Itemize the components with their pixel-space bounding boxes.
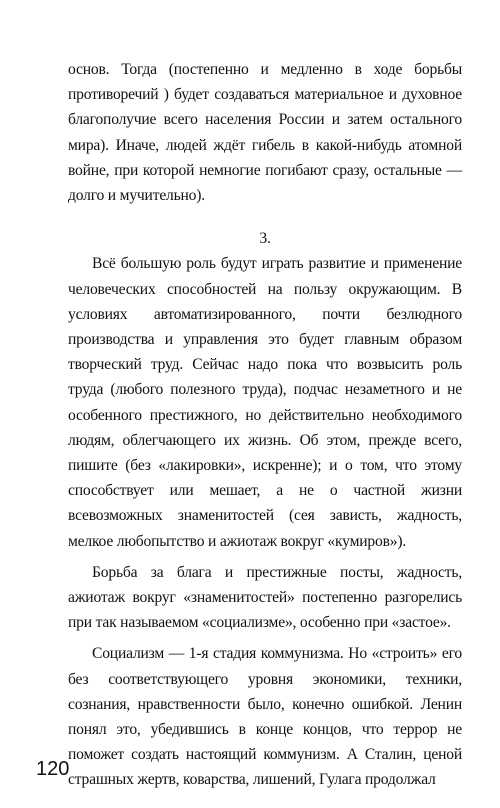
section-number: 3. (259, 230, 271, 248)
page-body (68, 57, 462, 793)
paragraph: Всё большую роль будут играть развитие и применение человеческих способностей на пользу окружающим. В условиях автоматизированного, почти безлюдного производства и управления это будет главным образом творческий труд. Сейчас надо пока что возвысить роль труда (любого полезного труда), подчас незаметного и не особенного престижного, но действительно необходимого людям, облегчающего их жизнь. Об этом, прежде всего, пишите (без «лакировки», искренне); и о том, что этому способствует или мешает, а не о частной жизни всевозможных знаменитостей (сея зависть, жадность, мелкое любопытство и ажиотаж вокруг «кумиров»). (68, 255, 462, 550)
page-number: 120 (36, 758, 70, 780)
paragraph: Борьба за блага и престижные посты, жадность, ажиотаж вокруг «знаменитостей» постепенно разгорелись при так называемом «социализме», особенно при «застое». (68, 563, 462, 632)
paragraph-continued: основ. Тогда (постепенно и медленно в ходе борьбы противоречий ) будет создаваться материальное и духовное благополучие всего населения России и затем остального мира). Иначе, людей ждёт гибель в какой-нибудь атомной войне, при которой немногие погибают сразу, остальные — долго и мучительно). (68, 61, 462, 205)
paragraph: Социализм — 1-я стадия коммунизма. Но «строить» его без соответствующего уровня экономики, техники, сознания, нравственности было, конечно ошибкой. Ленин понял это, убедившись в конце концов, что террор не поможет создать настоящий коммунизм. А Сталин, ценой страшных жертв, коварства, лишений, Гулага продолжал (68, 645, 462, 789)
